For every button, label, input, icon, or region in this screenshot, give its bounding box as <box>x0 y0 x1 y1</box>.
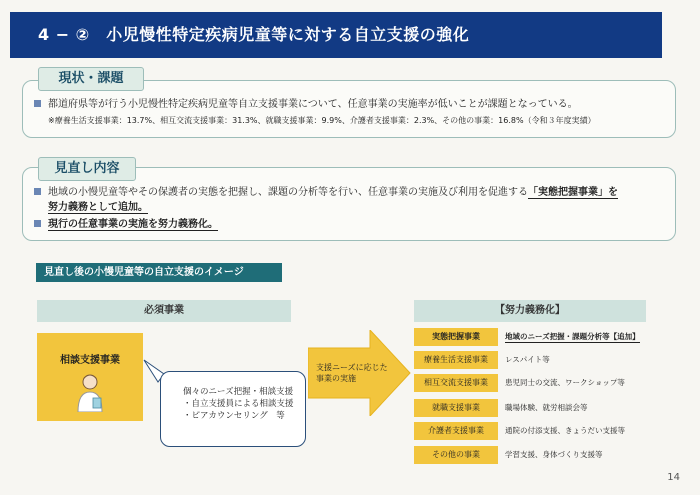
consultation-support-box <box>37 333 143 421</box>
program-caregiver-support: 介護者支援事業 <box>414 422 498 440</box>
bubble-line-3: ・ピアカウンセリング 等 <box>183 411 285 421</box>
status-tag: 現状・課題 <box>38 67 144 91</box>
review-line-1 <box>48 183 618 198</box>
review-line-1-text: 地域の小慢児童等やその保護者の実態を把握し、課題の分析等を行い、任意事業の実施及び利用を促進する <box>48 187 528 198</box>
program-employment-support: 就職支援事業 <box>414 399 498 417</box>
program-employment-support-desc: 職場体験、就労相談会等 <box>505 403 588 412</box>
program-fact-finding-desc: 地域のニーズ把握・課題分析等【追加】 <box>505 332 640 341</box>
bubble-line-2: ・自立支援員による相談支援 <box>183 399 294 409</box>
page-title: 4 − ② 小児慢性特定疾病児童等に対する自立支援の強化 <box>10 12 662 58</box>
consultation-bubble <box>160 371 306 447</box>
program-medical-life-support-desc: レスパイト等 <box>505 355 550 364</box>
program-mutual-exchange-desc: 患児同士の交流、ワークショップ等 <box>505 378 625 387</box>
program-fact-finding: 実態把握事業 <box>414 328 498 346</box>
consultation-support-label: 相談支援事業 <box>60 355 120 366</box>
review-line-1-emphasis-cont: 努力義務として追加。 <box>48 202 148 213</box>
review-line-2-text: 現行の任意事業の実施を努力義務化。 <box>48 219 218 230</box>
program-other-desc: 学習支援、身体づくり支援等 <box>505 450 603 459</box>
bubble-line-1: 個々のニーズ把握・相談支援 <box>183 387 294 397</box>
program-caregiver-support-desc: 通院の付添支援、きょうだい支援等 <box>505 426 625 435</box>
status-text: 都道府県等が行う小児慢性特定疾病児童等自立支援事業について、任意事業の実施率が低いことが課題となっている。 <box>48 99 578 110</box>
arrow-text-line-1: 支援ニーズに応じた <box>316 363 388 372</box>
program-mutual-exchange: 相互交流支援事業 <box>414 374 498 392</box>
effort-obligation-header: 【努力義務化】 <box>414 300 646 322</box>
program-medical-life-support: 療養生活支援事業 <box>414 351 498 369</box>
program-other: その他の事業 <box>414 446 498 464</box>
page-number: 14 <box>667 472 680 483</box>
counselor-icon <box>73 372 107 412</box>
required-programs-header: 必須事業 <box>37 300 291 322</box>
review-tag: 見直し内容 <box>38 157 136 181</box>
image-section-title: 見直し後の小慢児童等の自立支援のイメージ <box>36 263 282 282</box>
bullet-icon <box>34 188 41 195</box>
review-line-1-cont <box>48 198 148 213</box>
review-line-1-emphasis: 「実態把握事業」を <box>528 187 618 198</box>
review-line-2 <box>48 215 218 230</box>
status-note: ※療養生活支援事業：13.7%、相互交流支援事業：31.3%、就職支援事業：9.9%、介護者支援事業：2.3%、その他の事業：16.8%（令和３年度実績） <box>48 116 596 125</box>
arrow-text <box>316 362 388 384</box>
bullet-icon <box>34 100 41 107</box>
arrow-text-line-2: 事業の実施 <box>316 374 356 383</box>
bullet-icon <box>34 220 41 227</box>
